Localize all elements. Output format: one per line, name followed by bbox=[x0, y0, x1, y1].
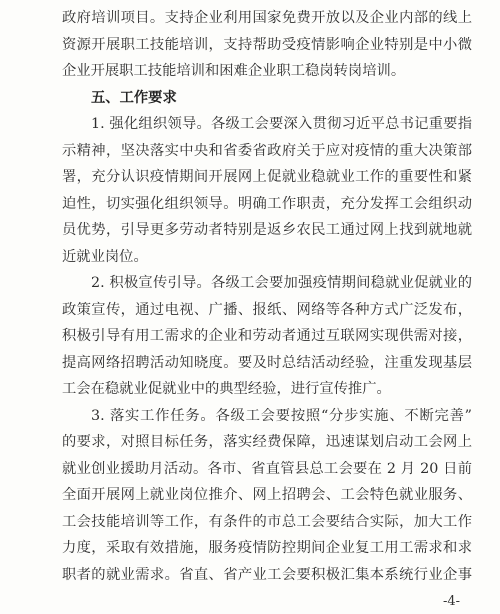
text-line: 力度，采取有效措施，服务疫情防控期间企业复工用工需求和求 bbox=[62, 540, 472, 556]
requirement-item-organization bbox=[62, 111, 472, 270]
page-number: -4- bbox=[442, 594, 460, 609]
text-line: 提高网络招聘活动知晓度。要及时总结活动经验，注重发现基层 bbox=[62, 354, 472, 371]
section-heading: 五、工作要求 bbox=[91, 89, 177, 106]
text-line: 2. 积极宣传引导。各级工会要加强疫情期间稳就业促就业的 bbox=[91, 275, 472, 291]
document-page bbox=[62, 5, 472, 588]
requirement-item-publicity bbox=[62, 270, 472, 403]
text-line: 工会技能培训等工作，有条件的市总工会要结合实际，加大工作 bbox=[62, 513, 472, 530]
text-line: 近就业岗位。 bbox=[62, 248, 148, 265]
text-line: 全面开展网上就业岗位推介、网上招聘会、工会特色就业服务、 bbox=[62, 487, 472, 503]
requirement-item-tasks bbox=[62, 403, 472, 589]
text-line: 的要求，对照目标任务，落实经费保障，迅速谋划启动工会网上 bbox=[62, 434, 472, 450]
text-line: 示精神，坚决落实中央和省委省政府关于应对疫情的重大决策部 bbox=[62, 142, 472, 159]
intro-paragraph bbox=[62, 5, 472, 85]
text-line: 职者的就业需求。省直、省产业工会要积极汇集本系统行业企事 bbox=[62, 566, 472, 583]
text-line: 3. 落实工作任务。各级工会要按照“分步实施、不断完善” bbox=[91, 407, 472, 424]
text-line: 工会在稳就业促就业中的典型经验，进行宣传推广。 bbox=[62, 381, 391, 397]
text-line: 政策宣传，通过电视、广播、报纸、网络等各种方式广泛发布， bbox=[62, 301, 472, 318]
text-line: 积极引导有用工需求的企业和劳动者通过互联网实现供需对接， bbox=[62, 328, 472, 344]
text-line: 员优势，引导更多劳动者特别是返乡农民工通过网上找到就地就 bbox=[62, 222, 472, 238]
text-line: 就业创业援助月活动。各市、省直管县总工会要在 2 月 20 日前 bbox=[62, 460, 472, 477]
text-line: 政府培训项目。支持企业利用国家免费开放以及企业内部的线上 bbox=[62, 10, 472, 26]
text-line: 署，充分认识疫情期间开展网上促就业稳就业工作的重要性和紧 bbox=[62, 169, 472, 185]
text-line: 资源开展职工技能培训，支持帮助受疫情影响企业特别是中小微 bbox=[62, 36, 472, 53]
text-line: 1. 强化组织领导。各级工会要深入贯彻习近平总书记重要指 bbox=[91, 116, 472, 132]
text-line: 迫性，切实强化组织领导。明确工作职责，充分发挥工会组织动 bbox=[62, 195, 472, 212]
text-line: 企业开展职工技能培训和困难企业职工稳岗转岗培训。 bbox=[62, 63, 406, 79]
